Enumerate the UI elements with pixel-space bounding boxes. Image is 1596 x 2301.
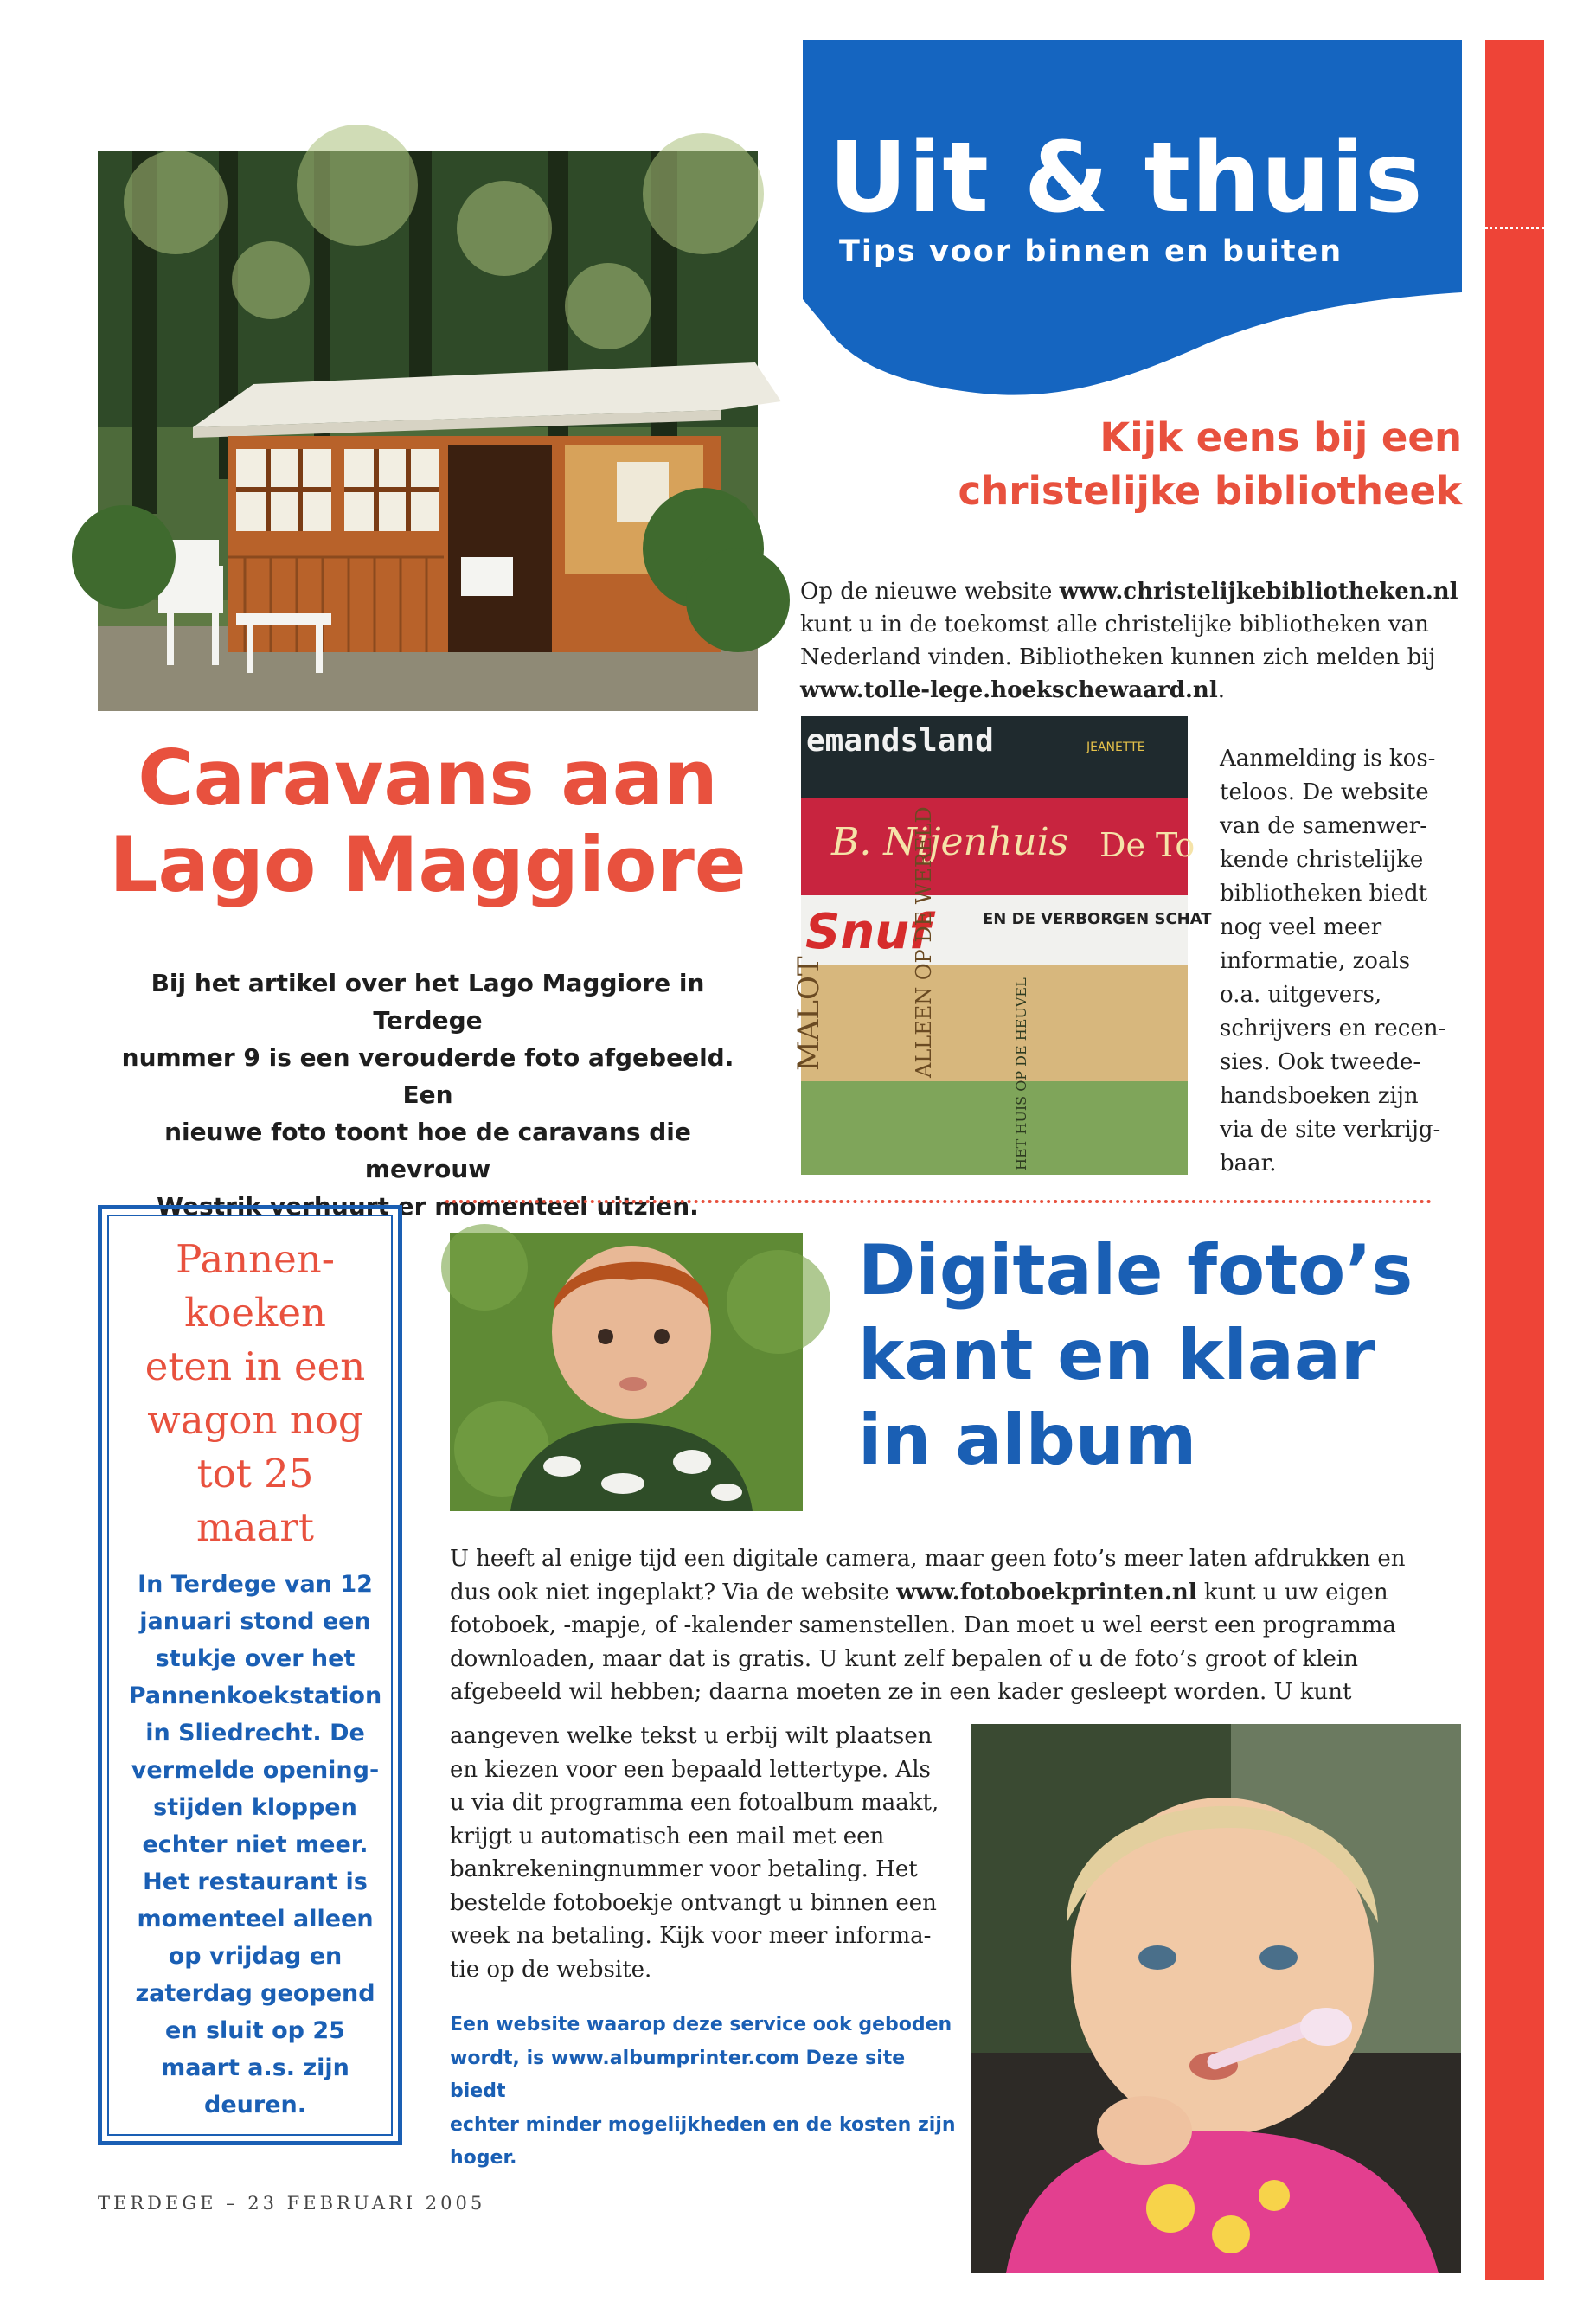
albumprinter-note [450, 2009, 960, 2176]
caravan-body-line: Westrik verhuurt er momenteel uitzien. [157, 1192, 699, 1221]
page-footer: TERDEGE – 23 FEBRUARI 2005 [98, 2193, 486, 2214]
library-side-line: bibliotheken biedt [1220, 881, 1428, 907]
pannenkoeken-headline-line: koeken [184, 1290, 326, 1336]
library-side-line: kende christelijke [1220, 847, 1424, 873]
digital-body-line: tie op de website. [450, 1956, 652, 1983]
digital-body-part: kunt u uw eigen fotoboek, -mapje, of -kalender samenstellen. Dan moet u wel eerst een programma downloaden, maar dat is gratis. U kunt zelf bepalen of u de foto’s groot of klein afgebeeld wil hebben; daarna moeten ze in een kader gesleept worden. U kunt [450, 1579, 1396, 1705]
note-line: echter minder mogelijkheden en de kosten zijn [450, 2113, 956, 2136]
library-headline-line: christelijke bibliotheek [958, 468, 1462, 514]
caravan-body-line: Bij het artikel over het Lago Maggiore in Terdege [151, 969, 705, 1035]
digital-headline-line: Digitale foto’s [858, 1230, 1413, 1311]
red-side-stripe [1485, 40, 1544, 2280]
pannenkoeken-headline-line: tot 25 [196, 1451, 314, 1497]
library-side-line: handsboeken zijn [1220, 1083, 1419, 1109]
library-headline [908, 411, 1462, 518]
library-intro-part: kunt u in de toekomst alle christelijke bibliotheken van Nederland vinden. Bibliotheken kunnen zich melden bij [800, 612, 1436, 670]
library-side-line: o.a. uitgevers, [1220, 982, 1382, 1008]
book-spine-label: B. Nijenhuis [831, 820, 1069, 864]
digital-body-line: en kiezen voor een bepaald lettertype. Als [450, 1756, 931, 1783]
book-spine-label: emandsland [806, 723, 994, 759]
digital-headline-line: in album [858, 1400, 1197, 1480]
digital-photos-headline [858, 1228, 1464, 1483]
section-title: Uit & thuis [829, 122, 1424, 234]
library-side-line: via de site verkrijg- [1220, 1117, 1441, 1143]
pannenkoeken-body-line: stijden kloppen [153, 1794, 357, 1821]
pannenkoeken-body-text [121, 1566, 389, 2124]
library-intro-text [800, 575, 1466, 707]
library-intro-part: . [1217, 677, 1225, 703]
library-side-text [1220, 742, 1479, 1181]
pannenkoeken-body-line: Pannenkoekstation [128, 1682, 382, 1709]
library-url-link[interactable]: www.christelijkebibliotheken.nl [1059, 579, 1458, 605]
pannenkoeken-body-line: Het restaurant is [143, 1868, 368, 1895]
library-side-line: teloos. De website [1220, 779, 1429, 805]
books-photo [792, 716, 1212, 1175]
caravan-body-line: nummer 9 is een verouderde foto afgebeeld. Een [121, 1043, 734, 1109]
digital-body-text [450, 1542, 1436, 1709]
pannenkoeken-headline-line: wagon nog [147, 1397, 363, 1443]
library-side-line: baar. [1220, 1150, 1277, 1176]
caravan-body-line: nieuwe foto toont hoe de caravans die mevrouw [164, 1118, 691, 1183]
header-banner [803, 40, 1462, 403]
stripe-dotted-marker [1485, 227, 1544, 229]
pannenkoeken-headline [112, 1233, 398, 1554]
digital-body-line: bankrekeningnummer voor betaling. Het [450, 1856, 918, 1882]
pannenkoeken-body-line: januari stond een [139, 1608, 371, 1635]
pannenkoeken-body-line: stukje over het [155, 1645, 356, 1672]
pannenkoeken-body-line: en sluit op 25 [165, 2017, 345, 2044]
digital-body-continued [450, 1720, 960, 1986]
library-side-line: sies. Ook tweede- [1220, 1049, 1421, 1075]
digital-body-part: U heeft al enige tijd een digitale camera, maar geen foto’s meer laten afdrukken en dus ook niet ingeplakt? Via de website [450, 1546, 1406, 1606]
note-line: hoger. [450, 2147, 517, 2169]
tolle-lege-url-link[interactable]: www.tolle-lege.hoekschewaard.nl [800, 677, 1218, 703]
girl-eating-photo [971, 1724, 1461, 2273]
pannenkoeken-body-line: maart a.s. zijn [161, 2054, 349, 2081]
pannenkoeken-body-line: zaterdag geopend [135, 1980, 375, 2007]
caravan-headline-line: Lago Maggiore [109, 820, 747, 909]
library-side-line: schrijvers en recen- [1220, 1016, 1446, 1042]
library-side-line: informatie, zoals [1220, 948, 1411, 974]
book-spine-label: MALOT [792, 956, 826, 1071]
digital-headline-line: kant en klaar [858, 1315, 1375, 1395]
note-line: wordt, is www.albumprinter.com Deze site biedt [450, 2047, 906, 2102]
library-side-line: van de samenwer- [1220, 813, 1427, 839]
digital-body-line: bestelde fotoboekje ontvangt u binnen een [450, 1889, 937, 1916]
library-side-line: Aanmelding is kos- [1220, 746, 1436, 772]
pannenkoeken-body-line: echter niet meer. [142, 1831, 369, 1858]
library-intro-part: Op de nieuwe website [800, 579, 1060, 605]
library-headline-line: Kijk eens bij een [1099, 414, 1462, 460]
book-spine-label: HET HUIS OP DE HEUVEL [1013, 977, 1029, 1170]
caravan-headline [98, 735, 758, 908]
digital-body-line: u via dit programma een fotoalbum maakt, [450, 1790, 939, 1816]
digital-body-line: aangeven welke tekst u erbij wilt plaatsen [450, 1723, 933, 1749]
pannenkoeken-headline-line: Pannen- [176, 1236, 335, 1282]
section-subtitle: Tips voor binnen en buiten [839, 234, 1343, 269]
pannenkoeken-body-line: in Sliedrecht. De [145, 1720, 365, 1747]
book-spine-label: De To [1099, 826, 1195, 864]
caravan-photo [98, 151, 758, 711]
pannenkoeken-body-line: deuren. [204, 2092, 306, 2118]
digital-body-line: week na betaling. Kijk voor meer informa- [450, 1923, 932, 1949]
book-spine-label: JEANETTE [1086, 740, 1145, 754]
book-spine-label: Snuf [805, 904, 931, 960]
pannenkoeken-body-line: op vrijdag en [168, 1943, 343, 1970]
caravan-body-text [115, 965, 740, 1225]
book-spine-label: EN DE VERBORGEN SCHAT [983, 910, 1212, 928]
pannenkoeken-body-line: vermelde opening- [131, 1757, 380, 1784]
book-spine-label: ALLEEN OP DE WERELD [912, 806, 936, 1078]
note-line: Een website waarop deze service ook geboden [450, 2014, 952, 2035]
dotted-divider [445, 1200, 1432, 1203]
caravan-headline-line: Caravans aan [138, 734, 718, 823]
library-side-line: nog veel meer [1220, 914, 1382, 940]
pannenkoeken-body-line: In Terdege van 12 [138, 1571, 373, 1598]
boy-portrait-photo [450, 1233, 803, 1511]
digital-body-line: krijgt u automatisch een mail met een [450, 1823, 885, 1849]
pannenkoeken-headline-line: maart [196, 1504, 314, 1550]
pannenkoeken-headline-line: eten in een [144, 1343, 366, 1389]
pannenkoeken-body-line: momenteel alleen [137, 1906, 374, 1932]
fotoboekprinten-url-link[interactable]: www.fotoboekprinten.nl [896, 1579, 1197, 1606]
